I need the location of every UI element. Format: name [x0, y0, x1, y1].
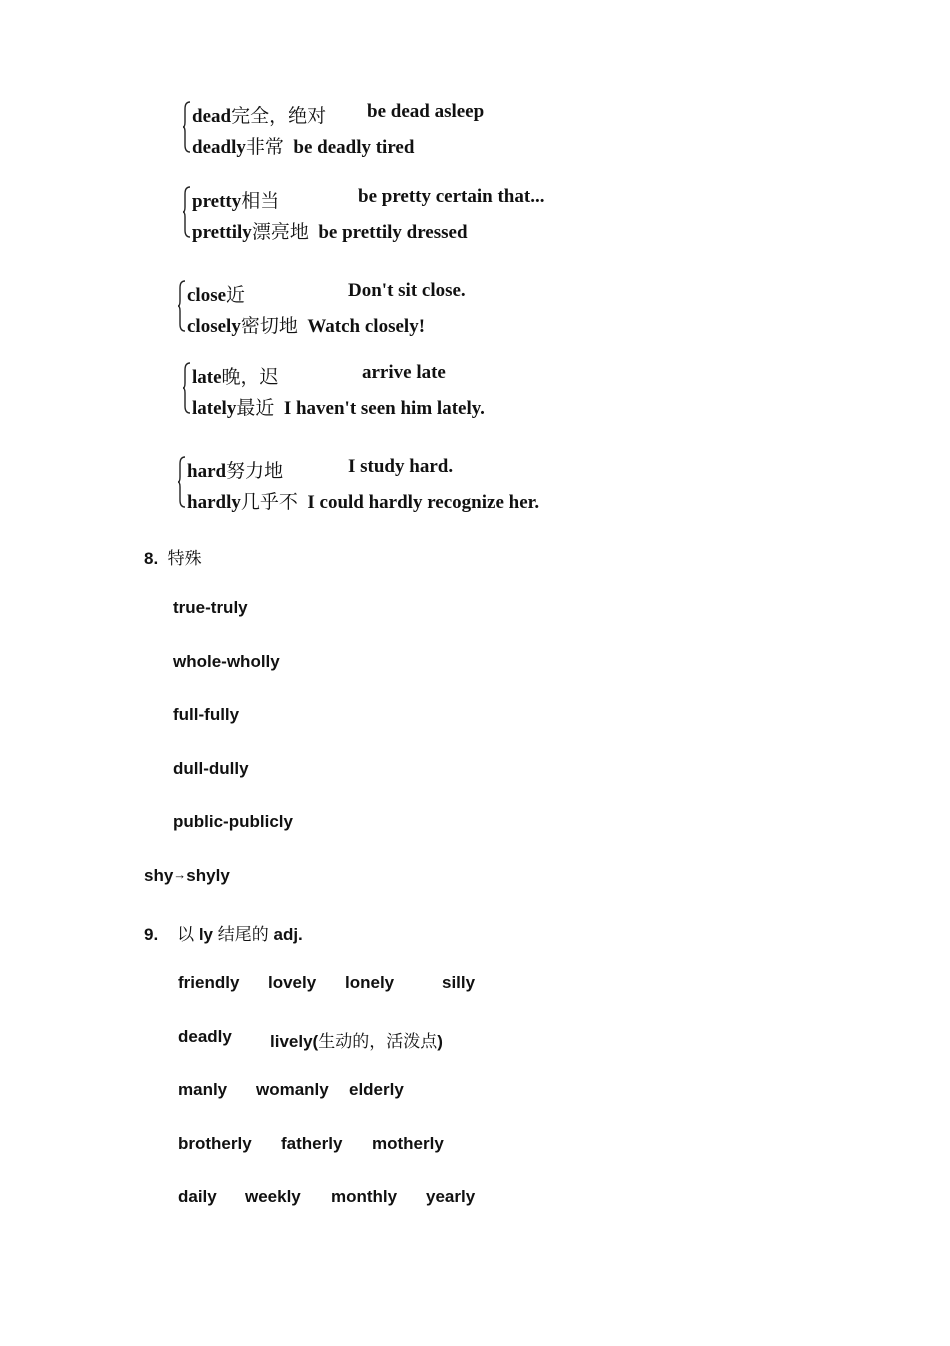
- pair-1-line-1: [192, 101, 326, 128]
- section-title-part: 结尾的: [217, 925, 269, 945]
- pair-3-line-1: [187, 280, 245, 307]
- shy-word: shy: [144, 866, 174, 885]
- pair-example: I could hardly recognize her.: [307, 492, 540, 513]
- pair-meaning: 非常: [245, 136, 284, 158]
- brace-icon: [178, 280, 186, 332]
- lively-word: lively(: [270, 1032, 319, 1051]
- lively-meaning: 生动的，活泼点: [318, 1032, 438, 1052]
- pair-example: I haven't seen him lately.: [283, 398, 485, 419]
- pair-3-line-2: [187, 311, 425, 338]
- pair-example: be deadly tired: [293, 137, 415, 158]
- adj-word: manly: [178, 1080, 228, 1099]
- pair-word: hard: [187, 461, 227, 482]
- brace-icon: [183, 186, 191, 238]
- adj-word: weekly: [245, 1187, 301, 1206]
- adj-word-lively: [270, 1027, 443, 1052]
- pair-word: deadly: [192, 137, 246, 158]
- section-title-part: ly: [198, 925, 214, 944]
- adj-word: womanly: [256, 1080, 329, 1099]
- arrow-right-icon: →: [173, 867, 187, 882]
- pair-5-line-1: [187, 456, 283, 483]
- adj-word: daily: [178, 1187, 217, 1206]
- pair-meaning: 近: [226, 284, 246, 306]
- adj-word: motherly: [372, 1134, 444, 1153]
- adj-word: elderly: [349, 1080, 404, 1099]
- brace-icon: [178, 456, 186, 508]
- adj-word: deadly: [178, 1027, 232, 1046]
- adj-word: fatherly: [281, 1134, 343, 1153]
- section-number: 8.: [144, 549, 159, 568]
- section-9-heading: [144, 920, 303, 945]
- section-title: 特殊: [167, 549, 202, 569]
- adj-word: silly: [442, 973, 476, 992]
- pair-meaning: 完全，绝对: [231, 105, 327, 127]
- pair-5-line-2: [187, 487, 539, 514]
- brace-icon: [183, 101, 191, 153]
- special-item-4: dull-dully: [173, 759, 249, 778]
- shyly-word: shyly: [186, 866, 230, 885]
- brace-icon: [183, 362, 191, 414]
- pair-meaning: 漂亮地: [251, 221, 309, 243]
- adj-word: brotherly: [178, 1134, 252, 1153]
- pair-word: dead: [192, 106, 232, 127]
- pair-meaning: 晚，迟: [221, 366, 279, 388]
- pair-meaning: 最近: [236, 397, 275, 419]
- section-number: 9.: [144, 925, 159, 944]
- pair-4-line-1: [192, 362, 279, 389]
- pair-word: late: [192, 367, 222, 388]
- shy-shyly: [144, 866, 230, 886]
- special-item-2: whole-wholly: [173, 652, 280, 671]
- pair-meaning: 努力地: [226, 460, 284, 482]
- pair-1-line-2: [192, 132, 414, 159]
- pair-1-example-1: be dead asleep: [367, 101, 485, 122]
- pair-4-line-2: [192, 393, 485, 420]
- special-item-1: true-truly: [173, 598, 248, 617]
- pair-meaning: 相当: [241, 190, 280, 212]
- adj-word: monthly: [331, 1187, 398, 1206]
- pair-2-line-1: [192, 186, 279, 213]
- pair-meaning: 密切地: [240, 315, 298, 337]
- adj-word: lovely: [268, 973, 317, 992]
- lively-close: ): [437, 1032, 443, 1051]
- pair-example: Watch closely!: [307, 316, 426, 337]
- pair-meaning: 几乎不: [240, 491, 298, 513]
- pair-word: lately: [192, 398, 237, 419]
- pair-2-line-2: [192, 217, 468, 244]
- adj-word: lonely: [345, 973, 395, 992]
- pair-5-example-1: I study hard.: [348, 456, 454, 477]
- pair-3-example-1: Don't sit close.: [348, 280, 466, 301]
- pair-word: prettily: [192, 222, 252, 243]
- pair-2-example-1: be pretty certain that...: [358, 186, 545, 207]
- pair-4-example-1: arrive late: [362, 362, 446, 383]
- pair-example: be prettily dressed: [318, 222, 468, 243]
- pair-word: closely: [187, 316, 241, 337]
- pair-word: pretty: [192, 191, 242, 212]
- special-item-5: public-publicly: [173, 812, 293, 831]
- special-item-3: full-fully: [173, 705, 240, 724]
- section-title-part: 以: [177, 925, 195, 945]
- section-8-heading: [144, 544, 202, 569]
- pair-word: hardly: [187, 492, 241, 513]
- pair-word: close: [187, 285, 227, 306]
- adj-word: friendly: [178, 973, 240, 992]
- section-title-part: adj.: [273, 925, 303, 944]
- adj-word: yearly: [426, 1187, 476, 1206]
